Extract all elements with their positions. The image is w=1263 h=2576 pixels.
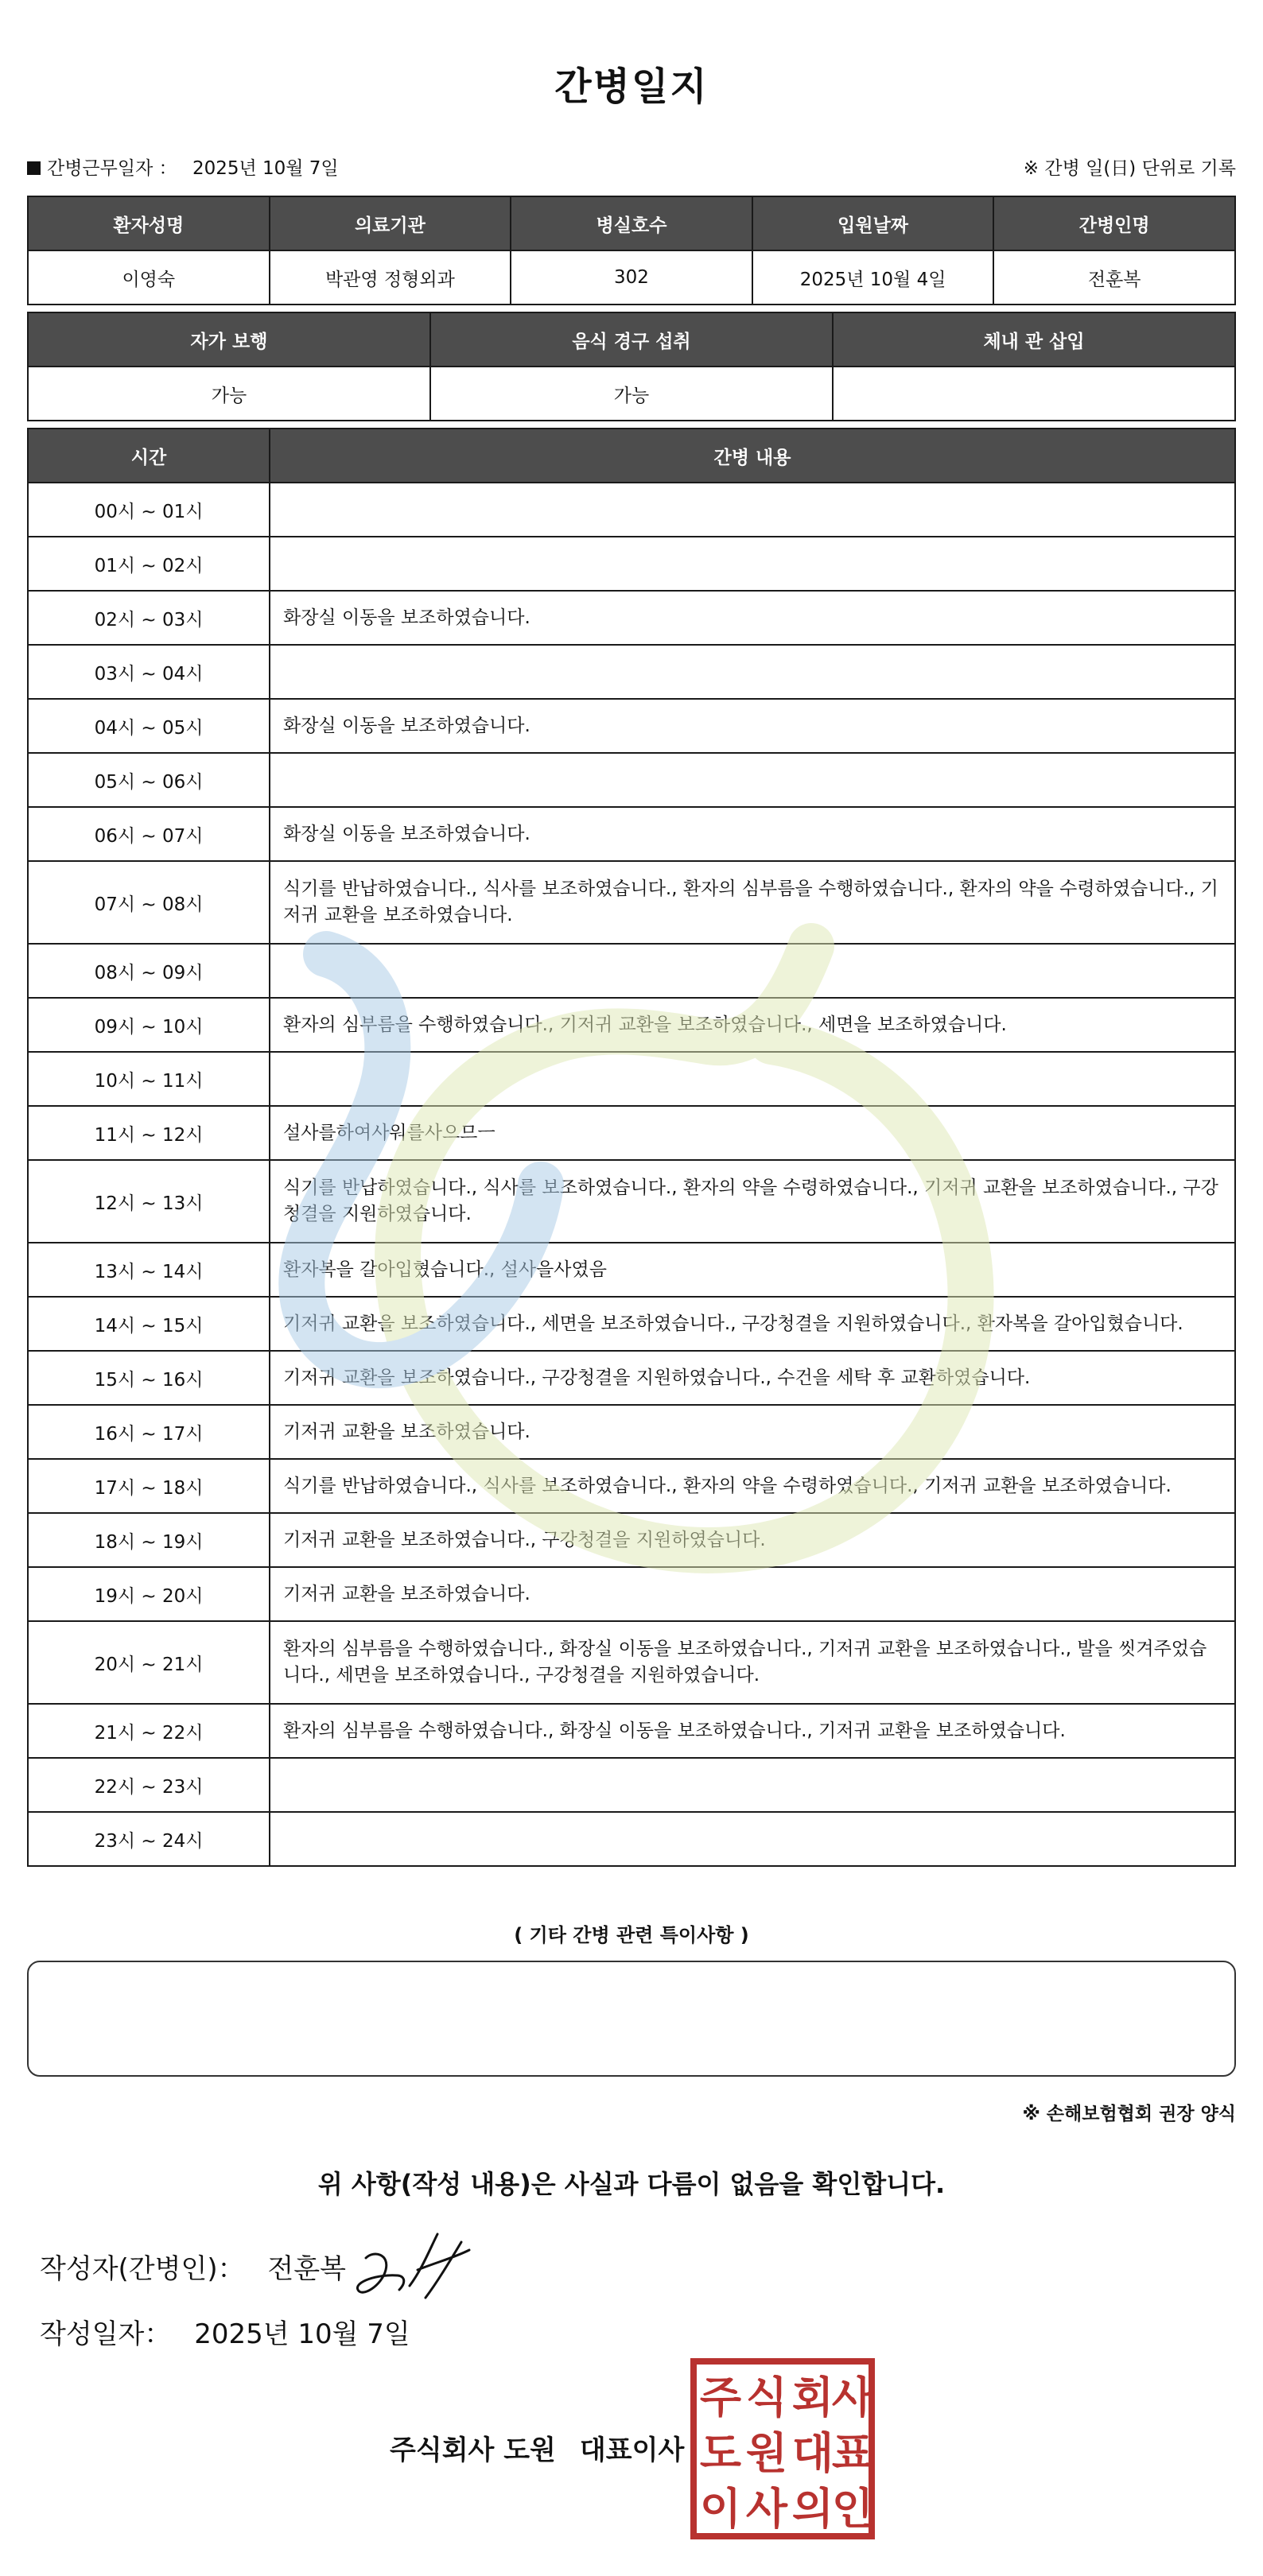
care-content-cell <box>270 1052 1235 1106</box>
time-cell: 05시 ~ 06시 <box>28 753 270 807</box>
tube-cell <box>833 367 1235 421</box>
company-seal <box>690 2358 875 2539</box>
time-cell: 19시 ~ 20시 <box>28 1567 270 1621</box>
form-note: ※ 손해보험협회 권장 양식 <box>1022 2104 1236 2124</box>
table-row <box>28 699 1235 753</box>
work-date-value: 2025년 10월 7일 <box>192 158 339 179</box>
table-row <box>28 1052 1235 1106</box>
author-name: 전훈복 <box>267 2253 346 2285</box>
remarks-title: ( 기타 간병 관련 특이사항 ) <box>514 1924 749 1946</box>
care-log-table <box>27 428 1236 1867</box>
care-content-cell: 환자의 심부름을 수행하였습니다., 화장실 이동을 보조하였습니다., 기저귀 교환을 보조하였습니다. <box>270 1704 1235 1758</box>
care-content-cell: 기저귀 교환을 보조하였습니다. <box>270 1405 1235 1459</box>
time-cell: 11시 ~ 12시 <box>28 1106 270 1160</box>
square-bullet-icon <box>27 161 41 175</box>
care-content-cell: 설사를하여사워를사으므ㅡ <box>270 1106 1235 1160</box>
table-row <box>28 483 1235 537</box>
time-cell: 22시 ~ 23시 <box>28 1758 270 1812</box>
time-cell: 07시 ~ 08시 <box>28 861 270 944</box>
time-cell: 18시 ~ 19시 <box>28 1513 270 1567</box>
table-row <box>28 1621 1235 1704</box>
care-content-cell: 기저귀 교환을 보조하였습니다., 구강청결을 지원하였습니다., 수건을 세탁 후 교환하였습니다. <box>270 1351 1235 1405</box>
unit-note: ※ 간병 일(日) 단위로 기록 <box>1023 158 1236 179</box>
time-cell: 06시 ~ 07시 <box>28 807 270 861</box>
time-cell: 14시 ~ 15시 <box>28 1297 270 1351</box>
header-patient-name: 환자성명 <box>28 196 270 250</box>
header-tube: 체내 관 삽입 <box>833 312 1235 367</box>
time-cell: 02시 ~ 03시 <box>28 591 270 645</box>
time-cell: 08시 ~ 09시 <box>28 944 270 998</box>
seal-character: 원 <box>745 2428 788 2478</box>
header-care-content: 간병 내용 <box>270 429 1235 483</box>
seal-character: 회 <box>791 2372 834 2423</box>
self-walking-cell: 가능 <box>28 367 430 421</box>
time-cell: 09시 ~ 10시 <box>28 998 270 1052</box>
care-content-cell <box>270 483 1235 537</box>
care-content-cell: 식기를 반납하였습니다., 식사를 보조하였습니다., 환자의 약을 수령하였습니다., 기저귀 교환을 보조하였습니다. <box>270 1459 1235 1513</box>
care-content-cell: 식기를 반납하였습니다., 식사를 보조하였습니다., 환자의 심부름을 수행하였습니다., 환자의 약을 수령하였습니다., 기저귀 교환을 보조하였습니다. <box>270 861 1235 944</box>
seal-character: 사 <box>831 2372 874 2423</box>
written-date-line <box>40 2312 410 2351</box>
table-row <box>28 1459 1235 1513</box>
hospital-cell: 박관영 정형외과 <box>270 250 511 305</box>
care-content-cell: 기저귀 교환을 보조하였습니다., 세면을 보조하였습니다., 구강청결을 지원하였습니다., 환자복을 갈아입혔습니다. <box>270 1297 1235 1351</box>
time-cell: 13시 ~ 14시 <box>28 1243 270 1297</box>
care-content-cell <box>270 1758 1235 1812</box>
care-content-cell <box>270 944 1235 998</box>
table-row <box>28 1243 1235 1297</box>
table-row <box>28 1297 1235 1351</box>
seal-character: 도 <box>699 2428 742 2478</box>
seal-character: 사 <box>745 2484 788 2534</box>
time-cell: 23시 ~ 24시 <box>28 1812 270 1866</box>
signature <box>350 2226 485 2306</box>
table-row <box>28 807 1235 861</box>
care-content-cell: 화장실 이동을 보조하였습니다. <box>270 699 1235 753</box>
header-hospital: 의료기관 <box>270 196 511 250</box>
confirmation-statement: 위 사항(작성 내용)은 사실과 다름이 없음을 확인합니다. <box>317 2169 946 2199</box>
remarks-box <box>27 1961 1236 2077</box>
care-content-cell: 환자의 심부름을 수행하였습니다., 화장실 이동을 보조하였습니다., 기저귀 교환을 보조하였습니다., 발을 씻겨주었습니다., 세면을 보조하였습니다., 구강청결을 지원하였습니다. <box>270 1621 1235 1704</box>
time-cell: 04시 ~ 05시 <box>28 699 270 753</box>
table-header-row <box>28 312 1235 367</box>
table-row <box>28 1704 1235 1758</box>
seal-character: 이 <box>699 2484 742 2534</box>
care-content-cell: 환자의 심부름을 수행하였습니다., 기저귀 교환을 보조하였습니다., 세면을 보조하였습니다. <box>270 998 1235 1052</box>
table-header-row <box>28 429 1235 483</box>
table-row <box>28 250 1235 305</box>
table-row <box>28 1513 1235 1567</box>
seal-character: 인 <box>831 2484 874 2534</box>
time-cell: 20시 ~ 21시 <box>28 1621 270 1704</box>
care-content-cell <box>270 645 1235 699</box>
company-name: 주식회사 도원 <box>390 2434 556 2466</box>
time-cell: 17시 ~ 18시 <box>28 1459 270 1513</box>
time-cell: 10시 ~ 11시 <box>28 1052 270 1106</box>
table-row <box>28 645 1235 699</box>
table-header-row <box>28 196 1235 250</box>
author-label: 작성자(간병인)： <box>40 2253 245 2285</box>
time-cell: 03시 ~ 04시 <box>28 645 270 699</box>
care-content-cell: 기저귀 교환을 보조하였습니다., 구강청결을 지원하였습니다. <box>270 1513 1235 1567</box>
table-row <box>28 753 1235 807</box>
caregiver-cell: 전훈복 <box>993 250 1235 305</box>
table-row <box>28 1405 1235 1459</box>
oral-intake-cell: 가능 <box>430 367 833 421</box>
time-cell: 00시 ~ 01시 <box>28 483 270 537</box>
care-content-cell: 식기를 반납하였습니다., 식사를 보조하였습니다., 환자의 약을 수령하였습니다., 기저귀 교환을 보조하였습니다., 구강청결을 지원하였습니다. <box>270 1160 1235 1243</box>
patient-info-table <box>27 196 1236 305</box>
room-cell: 302 <box>511 250 752 305</box>
table-row <box>28 1351 1235 1405</box>
time-cell: 16시 ~ 17시 <box>28 1405 270 1459</box>
work-date <box>27 153 339 180</box>
remarks-content <box>29 1962 1234 1984</box>
care-content-cell <box>270 753 1235 807</box>
care-content-cell: 환자복을 갈아입혔습니다., 설사을사였음 <box>270 1243 1235 1297</box>
time-cell: 01시 ~ 02시 <box>28 537 270 591</box>
table-row <box>28 998 1235 1052</box>
table-row <box>28 1758 1235 1812</box>
status-table <box>27 312 1236 421</box>
time-cell: 15시 ~ 16시 <box>28 1351 270 1405</box>
seal-character: 주 <box>699 2372 742 2423</box>
table-row <box>28 537 1235 591</box>
table-row <box>28 861 1235 944</box>
work-date-label: 간병근무일자 ： <box>47 158 177 179</box>
care-log-body <box>28 483 1235 1866</box>
admission-date-cell: 2025년 10월 4일 <box>752 250 994 305</box>
seal-character: 식 <box>745 2372 788 2423</box>
written-date-value: 2025년 10월 7일 <box>194 2318 410 2350</box>
time-cell: 12시 ~ 13시 <box>28 1160 270 1243</box>
seal-character: 대 <box>791 2428 834 2478</box>
seal-character: 표 <box>831 2428 874 2478</box>
table-row <box>28 944 1235 998</box>
time-cell: 21시 ~ 22시 <box>28 1704 270 1758</box>
care-content-cell: 기저귀 교환을 보조하였습니다. <box>270 1567 1235 1621</box>
page-title: 간병일지 <box>554 64 709 109</box>
table-row <box>28 1106 1235 1160</box>
care-content-cell: 화장실 이동을 보조하였습니다. <box>270 807 1235 861</box>
table-row <box>28 367 1235 421</box>
care-content-cell: 화장실 이동을 보조하였습니다. <box>270 591 1235 645</box>
care-content-cell <box>270 1812 1235 1866</box>
header-caregiver: 간병인명 <box>993 196 1235 250</box>
seal-character: 의 <box>791 2484 834 2534</box>
written-date-label: 작성일자： <box>40 2318 172 2350</box>
company-line <box>390 2428 684 2467</box>
table-row <box>28 1567 1235 1621</box>
author-line <box>40 2247 346 2286</box>
header-room: 병실호수 <box>511 196 752 250</box>
header-self-walking: 자가 보행 <box>28 312 430 367</box>
table-row <box>28 591 1235 645</box>
table-row <box>28 1812 1235 1866</box>
patient-name-cell: 이영숙 <box>28 250 270 305</box>
company-role: 대표이사 <box>579 2434 685 2466</box>
header-oral-intake: 음식 경구 섭취 <box>430 312 833 367</box>
header-time: 시간 <box>28 429 270 483</box>
table-row <box>28 1160 1235 1243</box>
care-content-cell <box>270 537 1235 591</box>
header-admission-date: 입원날짜 <box>752 196 994 250</box>
